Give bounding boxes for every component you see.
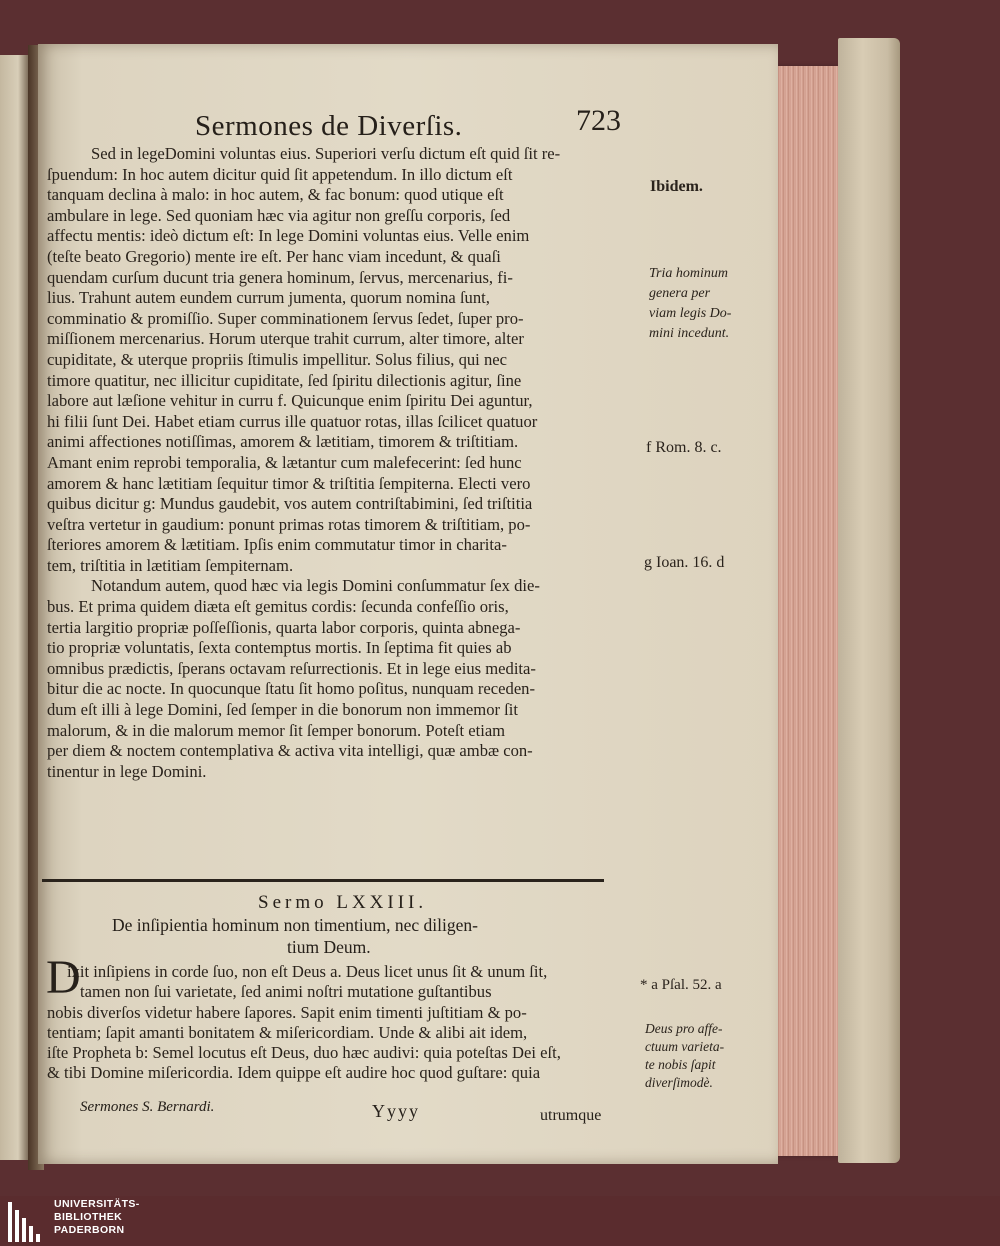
text-line: bus. Et prima quidem diæta eſt gemitus cordis: ſecunda confeſſio oris, xyxy=(47,597,509,617)
sermon-title: Sermo LXXIII. xyxy=(258,892,428,913)
text-line: tertia largitio propriæ poſſeſſionis, quarta labor corporis, quinta abnega- xyxy=(47,617,521,637)
sermon-subtitle: De inſipientia hominum non timentium, nec diligen- xyxy=(112,915,478,935)
page-number: 723 xyxy=(576,104,621,137)
text-line: iſte Propheta b: Semel locutus eſt Deus, duo hæc audivi: quia poteſtas Dei eſt, xyxy=(47,1043,561,1063)
running-head: Sermones de Diverſis. xyxy=(195,110,463,142)
text-line: tinentur in lege Domini. xyxy=(47,761,207,781)
margin-note-line: f Rom. 8. c. xyxy=(646,439,722,456)
text-line: hi filii ſunt Dei. Habet etiam currus ille quatuor rotas, illas ſcilicet quatuor xyxy=(47,411,538,431)
text-line: Notandum autem, quod hæc via legis Domini conſummatur ſex die- xyxy=(91,576,540,596)
book-cover xyxy=(838,38,900,1163)
margin-note-rom xyxy=(646,438,722,458)
sermon-text xyxy=(47,962,561,1084)
text-line: malorum, & in die malorum memor ſit ſemper bonorum. Poteſt etiam xyxy=(47,720,506,740)
footer-title: Sermones S. Bernardi. xyxy=(80,1099,215,1115)
text-line: veſtra vertetur in gaudium: ponunt primas rotas timorem & triſtitiam, po- xyxy=(47,514,531,534)
left-page-edge xyxy=(0,55,30,1160)
sermon-subtitle-continued: tium Deum. xyxy=(287,937,371,957)
margin-note-line: Ibidem. xyxy=(650,178,703,195)
text-line: & tibi Domine miſericordia. Idem quippe eſt audire hoc quod guſtare: quia xyxy=(47,1063,541,1083)
main-text xyxy=(47,144,560,782)
margin-note-line: Deus pro affe- xyxy=(645,1021,723,1036)
library-footer xyxy=(0,1196,1000,1246)
text-line: timore quatitur, nec illicitur cupiditate, ſed ſpiritu dilectionis agitur, ſine xyxy=(47,370,522,390)
drop-capital: D xyxy=(46,951,81,1004)
text-line: ſteriores amorem & lætitiam. Ipſis enim commutatur timor in charita- xyxy=(47,535,507,555)
text-line: quendam curſum ducunt tria genera hominum, ſervus, mercenarius, fi- xyxy=(47,267,513,287)
text-line: ambulare in lege. Sed quoniam hæc via agitur non greſſu corporis, ſed xyxy=(47,205,511,225)
text-line: tamen non ſui varietate, ſed animi noſtri mutatione guſtantibus xyxy=(80,982,492,1002)
text-line: tanquam declina à malo: in hoc autem, & fac bonum: quod utique eſt xyxy=(47,185,504,205)
text-line: tem, triſtitia in lætitiam ſempiternam. xyxy=(47,555,294,575)
text-line: omnibus prædictis, ſperans octavam reſurrectionis. Et in lege eius medita- xyxy=(47,658,536,678)
text-line: animi affectiones notiſſimas, amorem & lætitiam, timorem & triſtitiam. xyxy=(47,432,519,452)
text-line: nobis diverſos videtur habere ſapores. Sapit enim timenti juſtitiam & po- xyxy=(47,1002,527,1022)
margin-note-line: mini incedunt. xyxy=(649,326,730,341)
margin-note-tria xyxy=(649,264,731,344)
text-line: (teſte beato Gregorio) mente ire eſt. Per hanc viam incedunt, & quaſi xyxy=(47,246,501,266)
margin-note-line: ctuum varieta- xyxy=(645,1039,725,1054)
signature-mark: Yyyy xyxy=(372,1101,420,1121)
text-line: lius. Trahunt autem eundem currum jumenta, quorum nomina ſunt, xyxy=(47,288,490,308)
margin-note-line: g Ioan. 16. d xyxy=(644,554,725,571)
text-line: comminatio & promiſſio. Super comminationem ſervus ſedet, ſuper pro- xyxy=(47,308,524,328)
logo-text-line: BIBLIOTHEK xyxy=(54,1211,123,1223)
text-line: Sed in legeDomini voluntas eius. Superiori verſu dictum eſt quid ſit re- xyxy=(91,144,561,163)
text-line: cupiditate, & uterque propriis ſtimulis impellitur. Solus filius, qui nec xyxy=(47,349,507,369)
margin-note-ioan xyxy=(644,553,724,573)
library-bars-icon xyxy=(8,1202,42,1242)
margin-note-line: viam legis Do- xyxy=(649,306,732,321)
text-line: tentiam; ſapit amanti bonitatem & miſericordiam. Unde & alibi ait idem, xyxy=(47,1022,528,1042)
text-line: miſſionem mercenarius. Horum uterque trahit currum, alter timore, alter xyxy=(47,329,524,349)
text-line: amorem & hanc lætitiam ſequitur timor & triſtitia ſempiterna. Electi vero xyxy=(47,473,531,493)
text-line: per diem & noctem contemplativa & activa vita intelligi, quæ ambæ con- xyxy=(47,741,533,761)
text-line: tio propriæ voluntatis, ſexta contemptus mortis. In ſeptima fit quies ab xyxy=(47,638,512,658)
text-line: affectu mentis: ideò dictum eſt: In lege Domini voluntas eius. Velle enim xyxy=(47,226,530,246)
margin-note-deus xyxy=(645,1020,724,1092)
text-line: bitur die ac nocte. In quocunque ſtatu ſit homo poſitus, nunquam receden- xyxy=(47,679,536,699)
margin-note-psal xyxy=(640,975,722,995)
margin-note-ibidem xyxy=(650,177,703,197)
margin-note-line: te nobis ſapit xyxy=(645,1057,716,1072)
text-line: ixit inſipiens in corde ſuo, non eſt Deus a. Deus licet unus ſit & unum ſit, xyxy=(67,962,548,981)
margin-note-line: Tria hominum xyxy=(649,266,728,281)
catchword: utrumque xyxy=(540,1107,602,1124)
text-line: dum eſt illi à lege Domini, ſed ſemper in die bonorum non immemor ſit xyxy=(47,700,518,720)
margin-note-line: diverſimodè. xyxy=(645,1075,713,1090)
logo-text-line: UNIVERSITÄTS- xyxy=(54,1198,140,1210)
section-rule xyxy=(42,879,604,882)
logo-text-line: PADERBORN xyxy=(54,1224,125,1236)
margin-note-line: * a Pſal. 52. a xyxy=(640,977,722,993)
library-logo-text xyxy=(54,1198,140,1237)
text-line: quibus dicitur g: Mundus gaudebit, vos autem contriſtabimini, ſed triſtitia xyxy=(47,494,533,514)
text-line: ſpuendum: In hoc autem dicitur quid ſit appetendum. In illo dictum eſt xyxy=(47,164,513,184)
text-line: Amant enim reprobi temporalia, & lætantur cum malefecerint: ſed hunc xyxy=(47,452,522,472)
text-line: labore aut læſione vehitur in curru f. Quicunque enim ſpiritu Dei aguntur, xyxy=(47,391,533,411)
margin-note-line: genera per xyxy=(649,286,711,301)
